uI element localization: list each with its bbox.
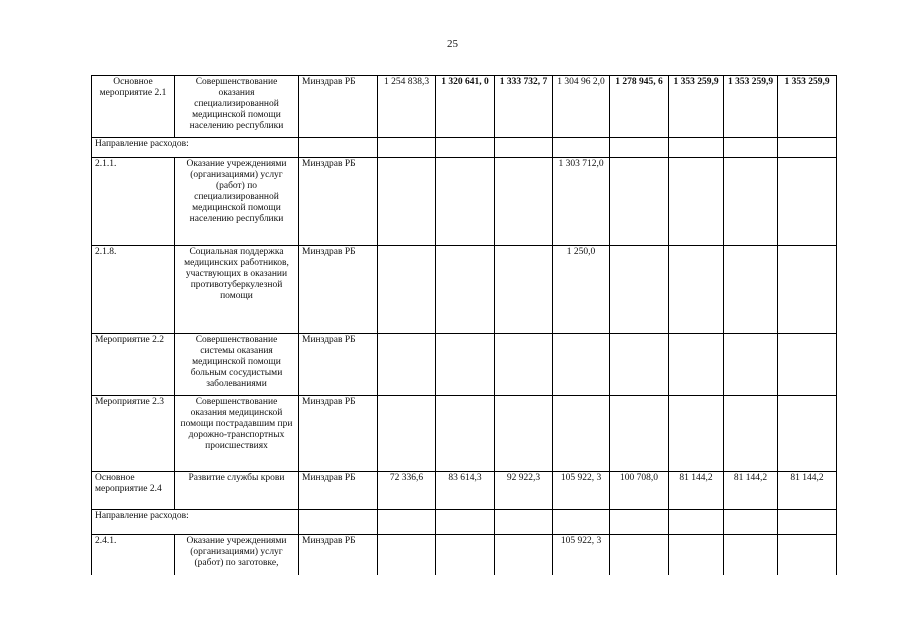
empty-cell	[724, 510, 778, 535]
value-cell	[378, 246, 436, 334]
direction-label: Направление расходов:	[92, 510, 299, 535]
row-code: Основное мероприятие 2.4	[92, 472, 175, 510]
table-row	[92, 472, 837, 510]
empty-cell	[495, 138, 553, 158]
value-cell	[610, 158, 669, 246]
row-executor: Минздрав РБ	[299, 246, 378, 334]
value-cell: 1 304 96 2,0	[553, 76, 610, 138]
value-cell: 81 144,2	[778, 472, 837, 510]
table-row	[92, 76, 837, 138]
row-executor: Минздрав РБ	[299, 76, 378, 138]
empty-cell	[299, 138, 378, 158]
value-cell	[669, 158, 724, 246]
empty-cell	[669, 510, 724, 535]
value-cell: 1 333 732, 7	[495, 76, 553, 138]
row-code: 2.1.1.	[92, 158, 175, 246]
value-cell: 1 353 259,9	[778, 76, 837, 138]
value-cell	[378, 535, 436, 575]
empty-cell	[724, 138, 778, 158]
value-cell: 1 278 945, 6	[610, 76, 669, 138]
value-cell	[436, 334, 495, 396]
value-cell	[610, 535, 669, 575]
value-cell	[669, 334, 724, 396]
table-row	[92, 138, 837, 158]
value-cell	[495, 334, 553, 396]
value-cell: 1 353 259,9	[669, 76, 724, 138]
value-cell	[378, 158, 436, 246]
value-cell: 1 320 641, 0	[436, 76, 495, 138]
row-code: 2.1.8.	[92, 246, 175, 334]
value-cell	[669, 246, 724, 334]
empty-cell	[610, 138, 669, 158]
value-cell	[778, 396, 837, 472]
value-cell: 83 614,3	[436, 472, 495, 510]
value-cell	[724, 396, 778, 472]
empty-cell	[610, 510, 669, 535]
value-cell	[553, 396, 610, 472]
empty-cell	[436, 510, 495, 535]
table-row	[92, 158, 837, 246]
value-cell	[610, 396, 669, 472]
value-cell	[495, 396, 553, 472]
row-name: Социальная поддержка медицинских работников, участвующих в оказании противотуберкулезной помощи	[175, 246, 299, 334]
page-number: 25	[447, 38, 458, 50]
row-name: Оказание учреждениями (организациями) услуг (работ) по заготовке,	[175, 535, 299, 575]
value-cell	[495, 158, 553, 246]
value-cell	[724, 535, 778, 575]
empty-cell	[778, 138, 837, 158]
value-cell: 105 922, 3	[553, 535, 610, 575]
row-code: Основное мероприятие 2.1	[92, 76, 175, 138]
empty-cell	[436, 138, 495, 158]
value-cell	[436, 246, 495, 334]
empty-cell	[495, 510, 553, 535]
budget-table	[91, 75, 837, 575]
value-cell	[495, 246, 553, 334]
row-name: Развитие службы крови	[175, 472, 299, 510]
empty-cell	[553, 138, 610, 158]
table-row	[92, 246, 837, 334]
empty-cell	[299, 510, 378, 535]
value-cell	[778, 535, 837, 575]
table-row	[92, 334, 837, 396]
value-cell	[724, 246, 778, 334]
value-cell	[778, 334, 837, 396]
row-executor: Минздрав РБ	[299, 158, 378, 246]
value-cell	[724, 334, 778, 396]
row-name: Совершенствование оказания специализированной медицинской помощи населению республики	[175, 76, 299, 138]
table-row	[92, 396, 837, 472]
row-code: Мероприятие 2.3	[92, 396, 175, 472]
value-cell	[378, 334, 436, 396]
empty-cell	[778, 510, 837, 535]
row-executor: Минздрав РБ	[299, 334, 378, 396]
value-cell: 105 922, 3	[553, 472, 610, 510]
empty-cell	[669, 138, 724, 158]
value-cell: 100 708,0	[610, 472, 669, 510]
table-row	[92, 510, 837, 535]
row-name: Оказание учреждениями (организациями) услуг (работ) по специализированной медицинской помощи населению республики	[175, 158, 299, 246]
value-cell: 1 250,0	[553, 246, 610, 334]
empty-cell	[553, 510, 610, 535]
value-cell: 1 353 259,9	[724, 76, 778, 138]
value-cell: 81 144,2	[724, 472, 778, 510]
value-cell: 72 336,6	[378, 472, 436, 510]
value-cell: 81 144,2	[669, 472, 724, 510]
row-name: Совершенствование оказания медицинской помощи пострадавшим при дорожно-транспортных происшествиях	[175, 396, 299, 472]
value-cell: 92 922,3	[495, 472, 553, 510]
value-cell	[436, 158, 495, 246]
value-cell	[378, 396, 436, 472]
value-cell	[778, 158, 837, 246]
value-cell	[610, 246, 669, 334]
value-cell	[724, 158, 778, 246]
value-cell	[610, 334, 669, 396]
row-code: Мероприятие 2.2	[92, 334, 175, 396]
row-executor: Минздрав РБ	[299, 396, 378, 472]
value-cell	[669, 396, 724, 472]
row-executor: Минздрав РБ	[299, 472, 378, 510]
row-code: 2.4.1.	[92, 535, 175, 575]
value-cell	[778, 246, 837, 334]
empty-cell	[378, 510, 436, 535]
value-cell	[436, 396, 495, 472]
value-cell	[436, 535, 495, 575]
empty-cell	[378, 138, 436, 158]
value-cell: 1 303 712,0	[553, 158, 610, 246]
row-executor: Минздрав РБ	[299, 535, 378, 575]
table-row	[92, 535, 837, 575]
row-name: Совершенствование системы оказания медицинской помощи больным сосудистыми заболеваниями	[175, 334, 299, 396]
value-cell	[669, 535, 724, 575]
value-cell	[495, 535, 553, 575]
direction-label: Направление расходов:	[92, 138, 299, 158]
value-cell: 1 254 838,3	[378, 76, 436, 138]
value-cell	[553, 334, 610, 396]
